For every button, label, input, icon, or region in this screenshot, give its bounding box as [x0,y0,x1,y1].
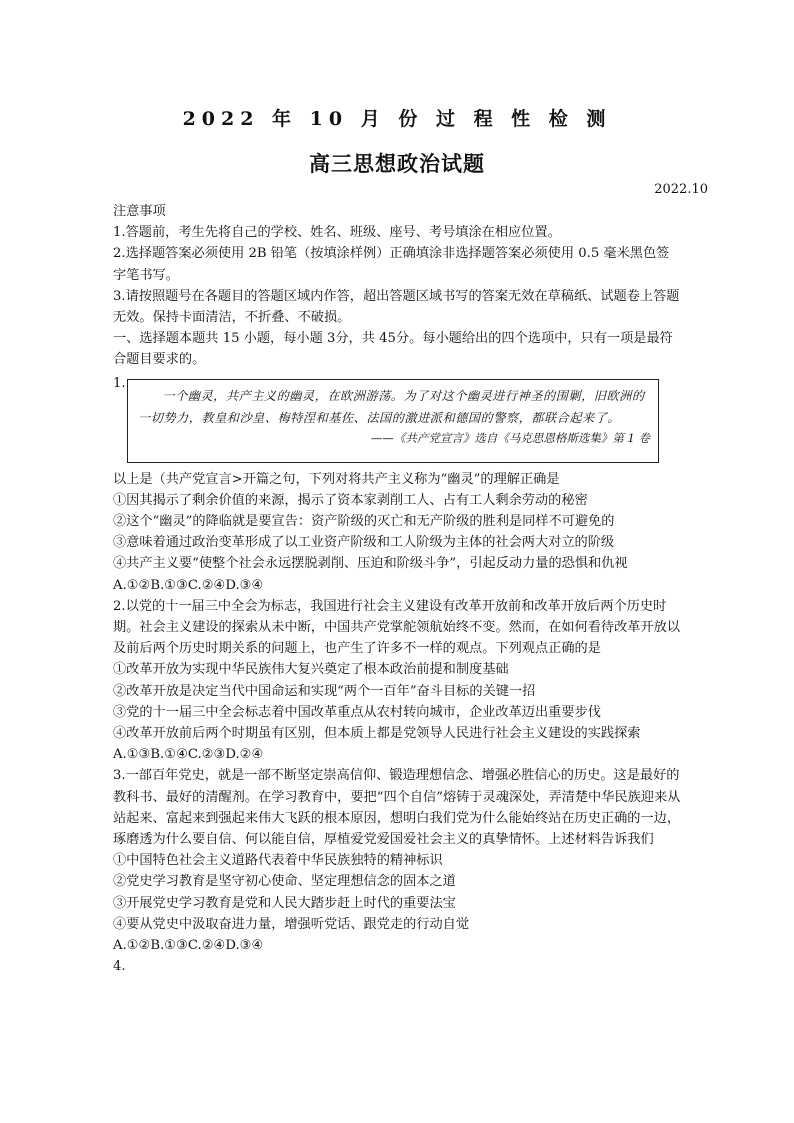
question-1-number: 1. [113,375,126,391]
notice-item-2: 2.选择题答案必须使用 2B 铅笔（按填涂样例）正确填涂非选择题答案必须使用 0.5 毫米黑色签字笔书写。 [113,246,670,283]
question-2-option-1: ①改革开放为实现中华民族伟大复兴奠定了根本政治前提和制度基础 [113,662,509,678]
exam-body [113,201,681,978]
question-1-option-3: ③意味着通过政治变革形成了以工业资产阶级和工人阶级为主体的社会两大对立的阶级 [113,535,615,551]
notice-heading: 注意事项 [113,204,166,219]
question-1-material [113,373,681,469]
question-1-option-4: ④共产主义要“使整个社会永远摆脱剥削、压迫和阶级斗争”，引起反动力量的恐惧和仇视 [113,556,628,572]
question-4-number: 4. [113,959,126,975]
question-1-option-1: ①因其揭示了剩余价值的来源，揭示了资本家剥削工人、占有工人剩余劳动的秘密 [113,492,588,508]
question-3-option-4: ④要从党史中汲取奋进力量，增强听党话、跟党走的行动自觉 [113,916,470,932]
question-3-option-1: ①中国特色社会主义道路代表着中华民族独特的精神标识 [113,853,443,869]
question-3-option-2: ②党史学习教育是坚守初心使命、坚定理想信念的固本之道 [113,874,456,890]
question-3-option-3: ③开展党史学习教育是党和人民大踏步赶上时代的重要法宝 [113,895,456,911]
section-heading: 一、选择题本题共 15 小题，每小题 3分，共 45分。每小题给出的四个选项中，只有一项是最符合题目要求的。 [113,331,673,368]
exam-subtitle: 高三思想政治试题 [309,151,485,176]
exam-date: 2022.10 [654,182,708,197]
question-2-stem: 2.以党的十一届三中全会为标志，我国进行社会主义建设有改革开放前和改革开放后两个历史时期。社会主义建设的探索从未中断，中国共产党掌舵领航始终不变。然而，在如何看待改革开放以及前后两个历史时期关系的问题上，也产生了许多不一样的观点。下列观点正确的是 [113,598,681,657]
quote-box [127,379,659,463]
notice-item-1: 1.答题前，考生先将自己的学校、姓名、班级、座号、考号填涂在相应位置。 [113,225,561,241]
quote-text: 一个幽灵，共产主义的幽灵，在欧洲游荡。为了对这个幽灵进行神圣的围剿，旧欧洲的一切势力，教皇和沙皇、梅特涅和基佐、法国的激进派和德国的警察，都联合起来了。 [138,388,645,425]
question-1-stem: 以上是（共产党宣言>开篇之句，下列对将共产主义称为“幽灵”的理解正确是 [113,471,560,487]
question-1-option-2: ②这个“幽灵”的降临就是要宣告：资产阶级的灭亡和无产阶级的胜利是同样不可避免的 [113,514,615,530]
question-1-answers: A.①②B.①③C.②④D.③④ [113,577,264,593]
question-2-option-4: ④改革开放前后两个时期虽有区别，但本质上都是党领导人民进行社会主义建设的实践探索 [113,726,641,742]
question-2-option-2: ②改革开放是决定当代中国命运和实现“两个一百年”奋斗目标的关键一招 [113,683,536,699]
quote-source: ——《共产党宣言》选自《马克思恩格斯选集》第 1 卷 [370,430,650,445]
question-3-answers: A.①②B.①③C.②④D.③④ [113,938,264,954]
question-3-stem: 3.一部百年党史，就是一部不断坚定崇高信仰、锻造理想信念、增强必胜信心的历史。这是最好的教科书、最好的清醒剂。在学习教育中，要把“四个自信”熔铸于灵魂深处，弄清楚中华民族迎来从站起来、富起来到强起来伟大飞跃的根本原因，想明白我们党为什么能始终站在历史正确的一边，琢磨透为什么要自信、何以能自信，厚植爱党爱国爱社会主义的真挚情怀。上述材料告诉我们 [113,768,681,848]
exam-title: 2022 年 10 月 份 过 程 性 检 测 [182,108,612,130]
notice-item-3: 3.请按照题号在各题目的答题区域内作答，超出答题区域书写的答案无效在草稿纸、试题卷上答题无效。保持卡面清洁，不折叠、不破损。 [113,288,680,326]
question-2-option-3: ③党的十一届三中全会标志着中国改革重点从农村转向城市，企业改革迈出重要步伐 [113,704,601,720]
question-2-answers: A.①③B.①④C.②③D.②④ [113,747,264,763]
